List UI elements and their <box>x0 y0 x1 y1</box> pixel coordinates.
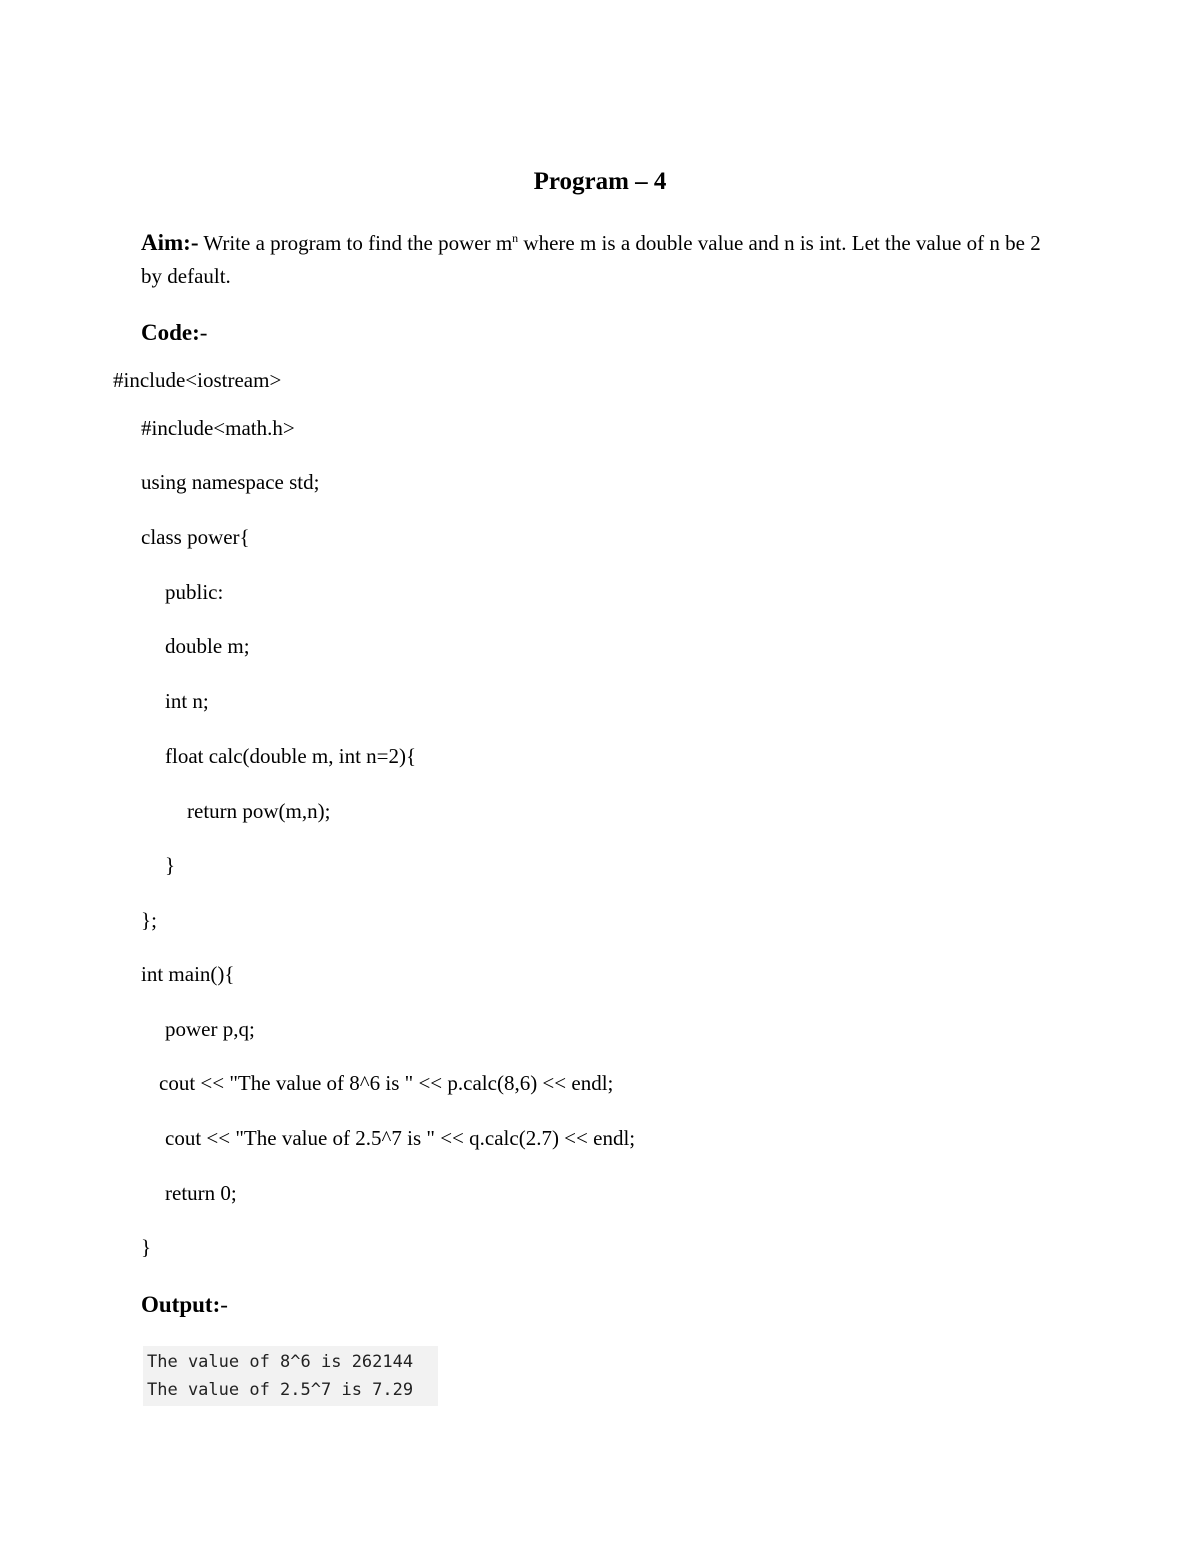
code-heading-label: Code: <box>141 320 200 345</box>
code-line: class power{ <box>141 525 250 549</box>
page-title: Program – 4 <box>533 168 667 195</box>
code-line: #include<iostream> <box>113 368 282 392</box>
aim-text-before: Write a program to find the power m <box>198 231 513 255</box>
code-line: cout << "The value of 8^6 is " << p.calc(8,6) << endl; <box>159 1071 614 1095</box>
code-line: return pow(m,n); <box>187 799 331 823</box>
code-line: double m; <box>165 634 250 658</box>
code-line: int main(){ <box>141 962 235 986</box>
aim-label: Aim:- <box>141 230 199 255</box>
output-heading-dash: - <box>220 1292 228 1317</box>
console-output <box>143 1346 438 1406</box>
code-line: cout << "The value of 2.5^7 is " << q.calc(2.7) << endl; <box>165 1126 636 1150</box>
code-heading-dash: - <box>199 320 208 345</box>
aim-text-after: where m is a double value and n is int. Let the value of n be 2 by default. <box>141 231 1041 288</box>
output-heading <box>141 1290 228 1320</box>
code-line: float calc(double m, int n=2){ <box>165 744 417 768</box>
aim-paragraph <box>141 226 1041 293</box>
aim-superscript: n <box>512 231 519 245</box>
code-line: power p,q; <box>165 1017 255 1041</box>
output-line: The value of 2.5^7 is 7.29 <box>147 1380 414 1400</box>
code-line: } <box>165 853 176 877</box>
output-line: The value of 8^6 is 262144 <box>147 1352 414 1372</box>
code-line: return 0; <box>165 1181 237 1205</box>
output-heading-label: Output: <box>141 1292 221 1317</box>
code-line: } <box>141 1235 152 1259</box>
code-line: public: <box>165 580 224 604</box>
code-line: }; <box>141 908 157 932</box>
code-heading <box>141 318 207 348</box>
code-line: #include<math.h> <box>141 416 295 440</box>
code-line: int n; <box>165 689 209 713</box>
code-line: using namespace std; <box>141 470 320 494</box>
